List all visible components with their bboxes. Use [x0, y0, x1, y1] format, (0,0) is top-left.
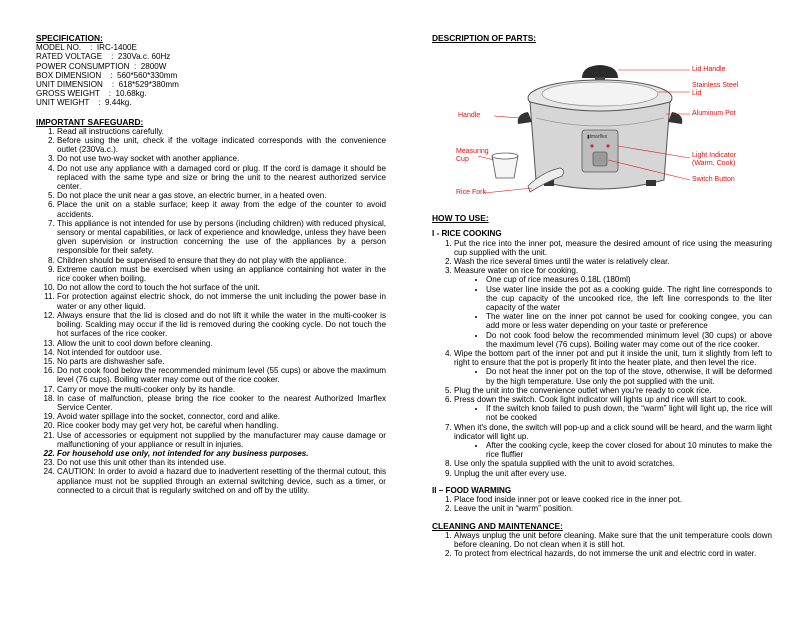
warming-step: 2. Leave the unit in “warm” position.	[454, 504, 772, 513]
parts-title: DESCRIPTION OF PARTS:	[432, 33, 537, 43]
rice-step: 7. When it's done, the switch will pop-up and a click sound will be heard, and the warm light indicator will light up. • After the cooking cycle, keep the cover closed for about 10 minutes to make the rice fluffier	[454, 423, 772, 460]
rice-bullet: • If the switch knob failed to push down, the “warm” light will light up, the rice will not be cooked	[486, 404, 772, 422]
rice-step: 3. Measure water on rice for cooking. • One cup of rice measures 0.18L (180ml) • Use water line inside the pot as a cooking guide. The right line corresponds to the cup capacity of the uncooked rice, the left line corresponds to the liter capacity of the water • The water line on the inner pot cannot be used for cooking congee, you can add more or less water depending on your taste or preference • Do not cook food below the recommended minimum level (30 cups) or above the maximum level (76 cups). Boiling water may come out of the rice cooker.	[454, 266, 772, 349]
label-light-indicator: Light Indicator (Warm, Cook)	[692, 152, 736, 168]
rice-step: 2. Wash the rice several times until the water is relatively clear.	[454, 257, 772, 266]
safeguard-item: 11. For protection against electric shock, do not immerse the unit including the power base in water or any other liquid.	[57, 292, 386, 310]
food-warming-title: II – FOOD WARMING	[432, 485, 512, 495]
safeguard-item: 1. Read all instructions carefully.	[57, 127, 386, 136]
rice-bullet: • Do not heat the inner pot on the top of the stove, otherwise, it will be deformed by the high temperature. Use only the pot supplied with the unit.	[486, 367, 772, 385]
label-stainless-steel-lid: Stainless Steel Lid	[692, 82, 739, 98]
rice-step: 1. Put the rice into the inner pot, measure the desired amount of rice using the measuring cup supplied with the unit.	[454, 239, 772, 257]
rice-step: 6. Press down the switch. Cook light indicator will lights up and rice will start to cook. • If the switch knob failed to push down, the “warm” light will light up, the rice will not be cooked	[454, 395, 772, 423]
left-column	[36, 34, 386, 495]
rice-cooking-steps	[432, 239, 772, 478]
cleaning-item: 2. To protect from electrical hazards, do not immerse the unit and electric cord in water.	[454, 549, 772, 558]
safeguard-item: 19. Avoid water spillage into the socket, connector, cord and alike.	[57, 412, 386, 421]
spec-row: RATED VOLTAGE : 230Va.c. 60Hz	[36, 52, 171, 62]
safeguard-item-emphasis: 22. For household use only, not intended for any business purposes.	[57, 449, 386, 458]
label-rice-fork: Rice Fork	[456, 189, 486, 197]
cleaning-list	[432, 531, 772, 559]
safeguard-list	[36, 127, 386, 495]
label-measuring-cup: Measuring Cup	[456, 148, 489, 164]
safeguard-title: IMPORTANT SAFEGUARD:	[36, 116, 144, 127]
rice-bullet: • After the cooking cycle, keep the cover closed for about 10 minutes to make the rice fluffier	[486, 441, 772, 459]
safeguard-item: 3. Do not use two-way socket with another appliance.	[57, 154, 386, 163]
safeguard-item: 15. No parts are dishwasher safe.	[57, 357, 386, 366]
safeguard-item: 23. Do not use this unit other than its intended use.	[57, 458, 386, 467]
safeguard-item: 10. Do not allow the cord to touch the hot surface of the unit.	[57, 283, 386, 292]
label-switch-button: Switch Button	[692, 176, 735, 184]
safeguard-item: 12. Always ensure that the lid is closed and do not lift it while the water in the multi-cooker is boiling. Scalding may occur if the lid is removed during the cooking cycle. Do not touch the hot surfaces of the rice cooker.	[57, 311, 386, 339]
spec-row: BOX DIMENSION : 560*560*330mm	[36, 70, 178, 80]
safeguard-item: 17. Carry or move the multi-cooker only by its handle.	[57, 385, 386, 394]
safeguard-item: 13. Allow the unit to cool down before cleaning.	[57, 339, 386, 348]
rice-step: 4. Wipe the bottom part of the inner pot and put it inside the unit, turn it slightly from left to right to ensure that the pot is properly fit into the heater plate, and then level the rice. • Do not heat the inner pot on the top of the stove, otherwise, it will be deformed by the high temperature. Use only the pot supplied with the unit.	[454, 349, 772, 386]
spec-row: UNIT DIMENSION : 618*529*380mm	[36, 80, 179, 90]
safeguard-item: 7. This appliance is not intended for use by persons (including children) with reduced physical, sensory or mental capabilities, or lack of experience and knowledge, unless they have been given supervision or instruction concerning the use of the appliances by a person responsible for their safety.	[57, 219, 386, 256]
safeguard-item: 6. Place the unit on a stable surface; keep it away from the edge of the counter to avoid accidents.	[57, 200, 386, 218]
spec-list	[36, 43, 386, 107]
safeguard-item: 2. Before using the unit, check if the voltage indicated corresponds with the convenience outlet (230Va.c.).	[57, 136, 386, 154]
safeguard-item: 14. Not intended for outdoor use.	[57, 348, 386, 357]
parts-diagram	[432, 48, 772, 196]
warming-step: 1. Place food inside inner pot or leave cooked rice in the inner pot.	[454, 495, 772, 504]
right-column	[432, 34, 772, 558]
spec-row: UNIT WEIGHT : 9.44kg.	[36, 98, 132, 108]
safeguard-item: 18. In case of malfunction, please bring the rice cooker to the nearest Authorized Imarflex Service Center.	[57, 394, 386, 412]
label-lid-handle: Lid Handle	[692, 66, 726, 74]
food-warming-steps	[432, 495, 772, 513]
safeguard-item: 21. Use of accessories or equipment not supplied by the manufacturer may cause damage or malfunctioning of your appliance or result in injuries.	[57, 431, 386, 449]
safeguard-item: 8. Children should be supervised to ensure that they do not play with the appliance.	[57, 256, 386, 265]
safeguard-item: 9. Extreme caution must be exercised when using an appliance containing hot water in the rice cooker when boiling.	[57, 265, 386, 283]
safeguard-item: 16. Do not cook food below the recommended minimum level (55 cups) or above the maximum level (76 cups). Boiling water may come out of the rice cooker.	[57, 366, 386, 384]
rice-step-bullets	[454, 367, 772, 385]
spec-row: MODEL NO. : IRC-1400E	[36, 43, 137, 53]
rice-step: 5. Plug the unit into the convenience outlet when you're ready to cook rice.	[454, 386, 772, 395]
rice-step-bullets	[454, 441, 772, 459]
howto-title: HOW TO USE:	[432, 213, 489, 224]
safeguard-item: 5. Do not place the unit near a gas stove, an electric burner, in a heated oven.	[57, 191, 386, 200]
cleaning-title: CLEANING AND MAINTENANCE:	[432, 520, 563, 531]
spec-row: GROSS WEIGHT : 10.68kg.	[36, 89, 147, 99]
rice-step-bullets	[454, 404, 772, 422]
rice-step-bullets	[454, 275, 772, 349]
spec-title: SPECIFICATION:	[36, 33, 103, 43]
cleaning-item: 1. Always unplug the unit before cleaning. Make sure that the unit temperature cools down before cleaning. Do not clean when it is still hot.	[454, 531, 772, 549]
rice-cooking-title: I - RICE COOKING	[432, 229, 502, 239]
rice-step: 9. Unplug the unit after every use.	[454, 469, 772, 478]
spec-row: POWER CONSUMPTION : 2800W	[36, 61, 167, 71]
safeguard-item: 4. Do not use any appliance with a damaged cord or plug. If the cord is damage it should be replaced with the same type and size or bring the unit to the nearest authorized service center.	[57, 164, 386, 192]
svg-text:▮imarflex: ▮imarflex	[587, 134, 608, 141]
rice-bullet: • The water line on the inner pot cannot be used for cooking congee, you can add more or less water depending on your taste or preference	[486, 312, 772, 330]
rice-bullet: • Use water line inside the pot as a cooking guide. The right line corresponds to the cup capacity of the uncooked rice, the left line corresponds to the liter capacity of the water	[486, 285, 772, 313]
rice-step: 8. Use only the spatula supplied with the unit to avoid scratches.	[454, 459, 772, 468]
rice-bullet: • One cup of rice measures 0.18L (180ml)	[486, 275, 772, 284]
safeguard-item: 20. Rice cooker body may get very hot, be careful when handling.	[57, 421, 386, 430]
safeguard-item: 24. CAUTION: In order to avoid a hazard due to inadvertent resetting of the thermal cutout, this appliance must not be supplied through an external switching device, such as a timer, or connected to a circuit that is regularly switched on and off by the utility.	[57, 467, 386, 495]
label-handle: Handle	[458, 112, 481, 120]
rice-bullet: • Do not cook food below the recommended minimum level (30 cups) or above the maximum level (76 cups). Boiling water may come out of the rice cooker.	[486, 331, 772, 349]
label-aluminum-pot: Aluminum Pot	[692, 110, 736, 118]
